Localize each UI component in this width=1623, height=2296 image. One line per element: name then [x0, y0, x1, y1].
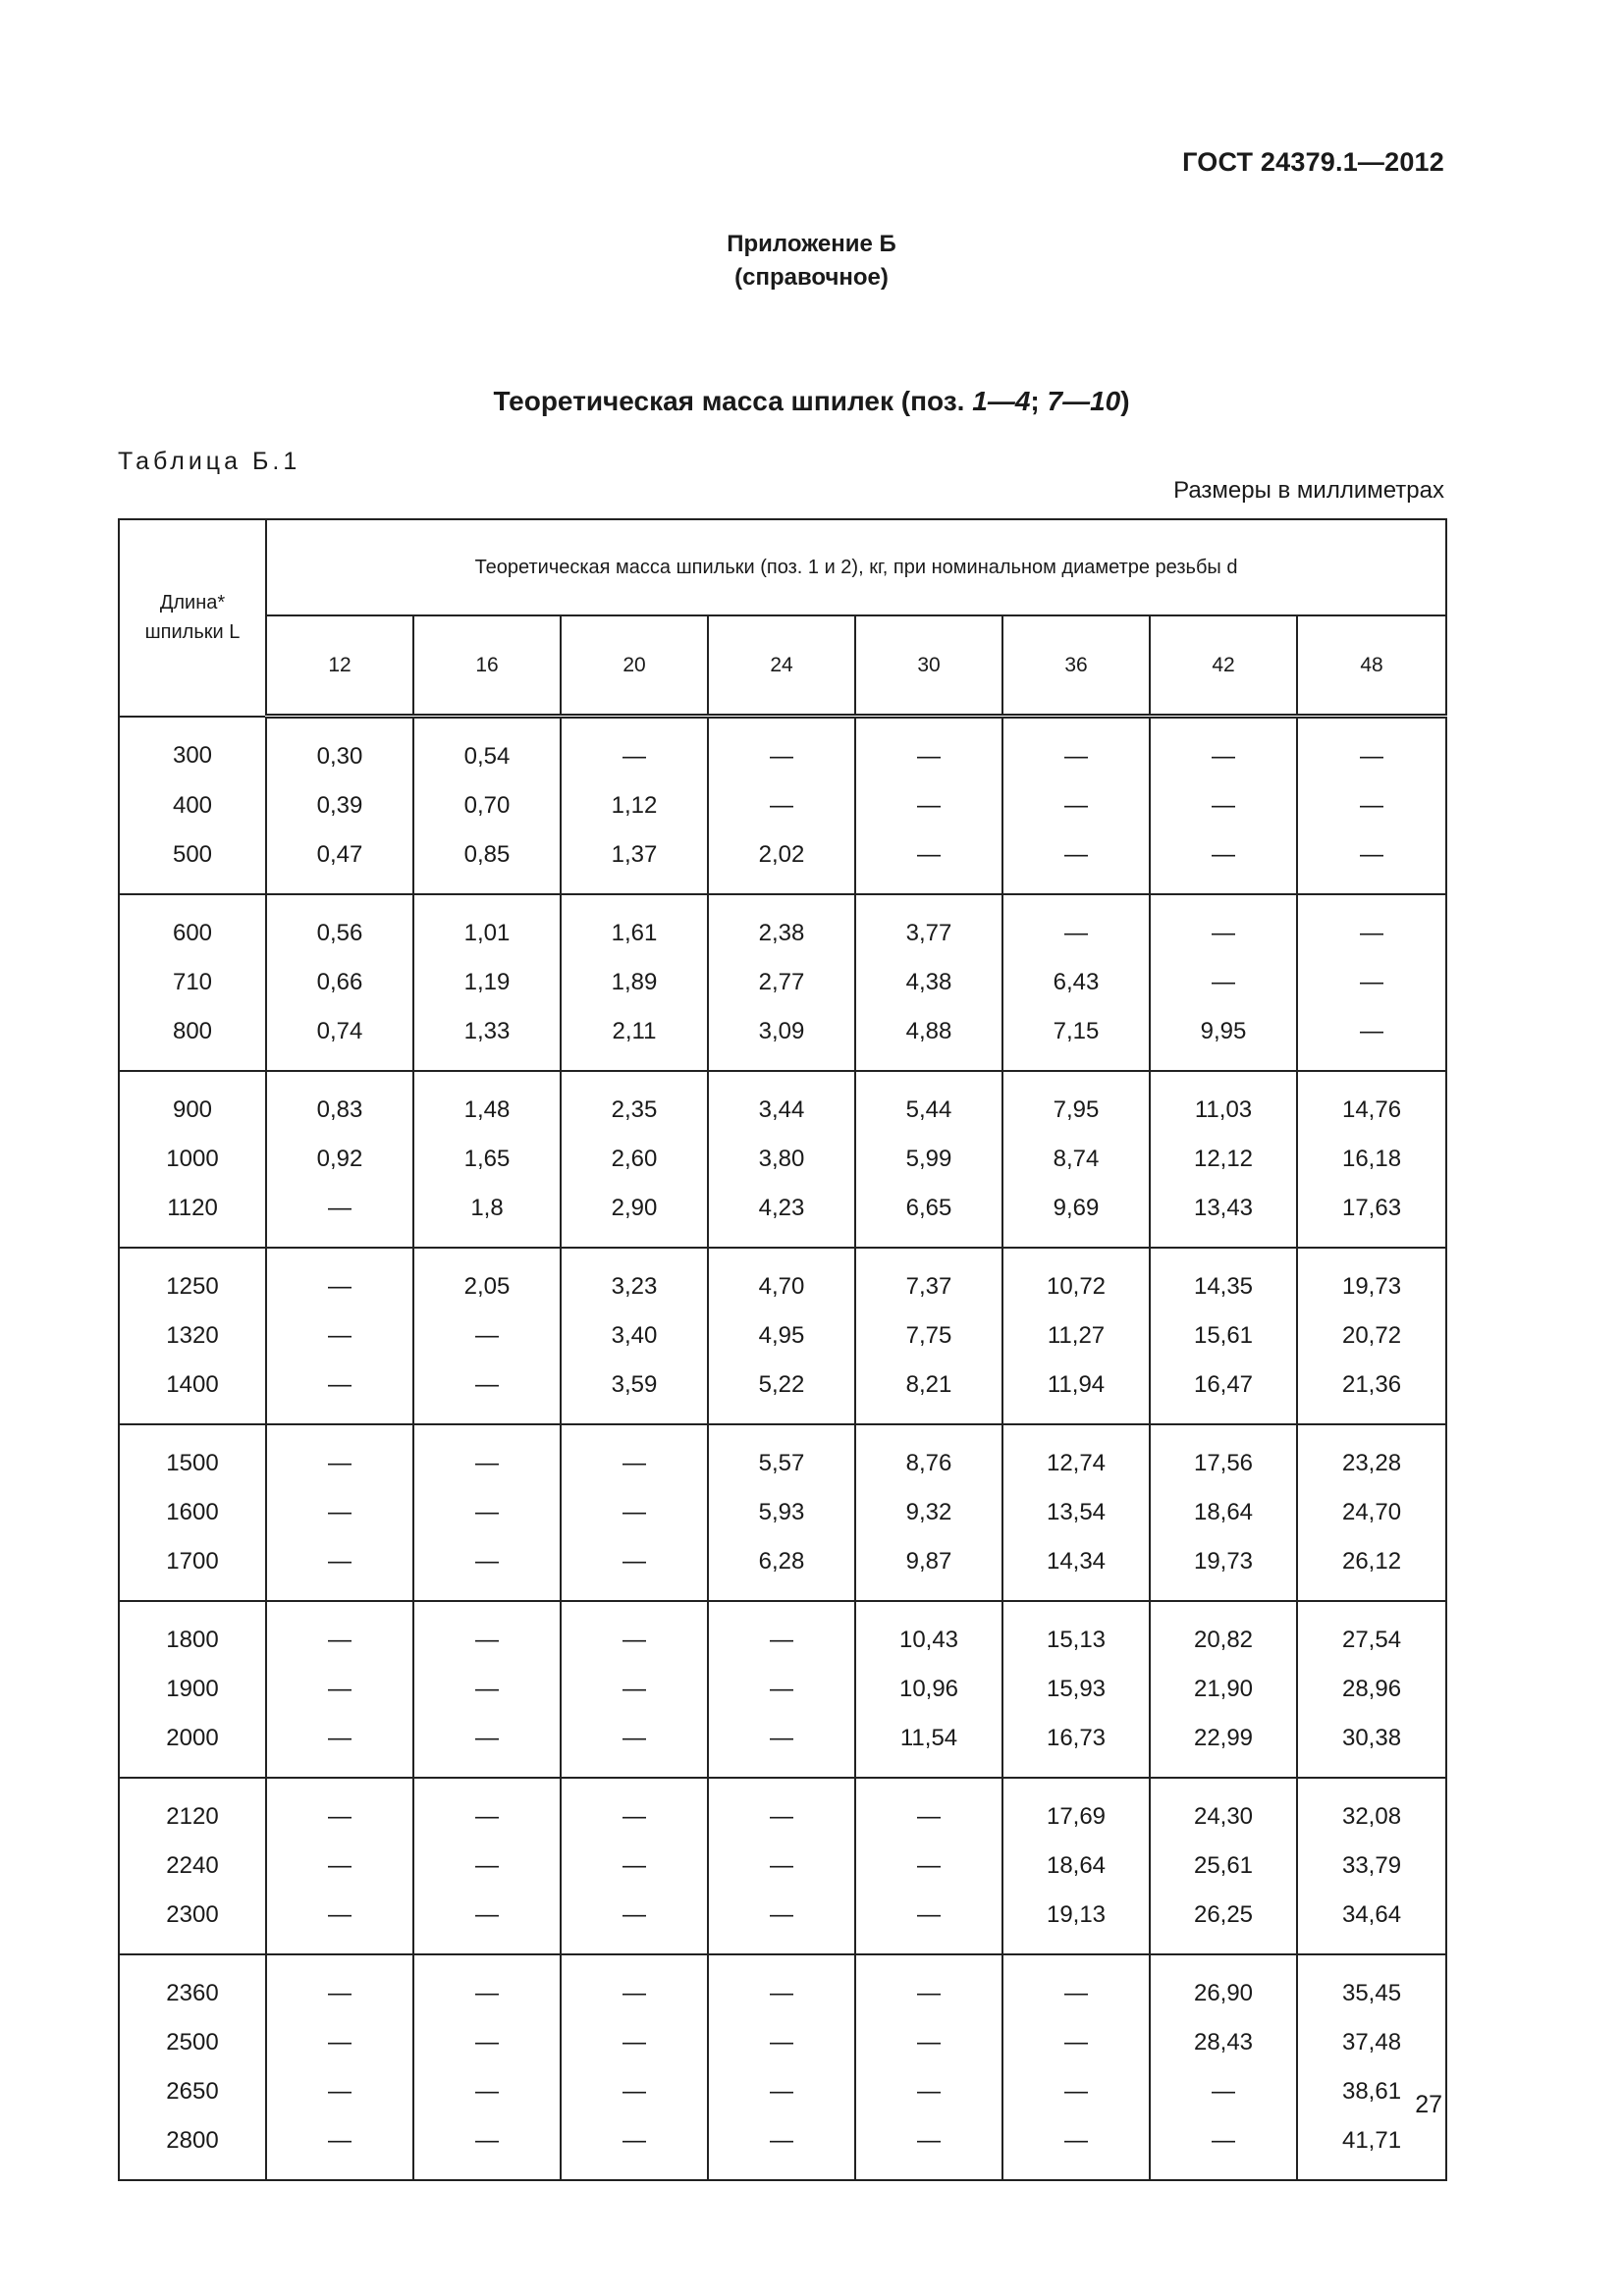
- mass-cell: 11,94: [1002, 1361, 1150, 1424]
- mass-cell: 8,76: [855, 1424, 1002, 1488]
- mass-cell: —: [708, 1842, 855, 1891]
- length-cell: 1800: [119, 1601, 266, 1665]
- mass-cell: 0,56: [266, 894, 413, 958]
- mass-cell: 9,69: [1002, 1184, 1150, 1248]
- mass-cell: —: [1002, 2116, 1150, 2180]
- mass-cell: —: [413, 2018, 561, 2067]
- mass-cell: 1,12: [561, 781, 708, 830]
- mass-cell: —: [413, 1665, 561, 1714]
- mass-cell: —: [1150, 2067, 1297, 2116]
- diameter-header-cell: 48: [1297, 615, 1446, 717]
- mass-cell: 3,77: [855, 894, 1002, 958]
- mass-cell: 7,75: [855, 1311, 1002, 1361]
- diameter-header-cell: 36: [1002, 615, 1150, 717]
- mass-cell: —: [413, 1424, 561, 1488]
- table-title-range2: 7—10: [1047, 386, 1121, 416]
- mass-cell: 1,89: [561, 958, 708, 1007]
- mass-cell: —: [266, 2116, 413, 2180]
- mass-cell: —: [266, 1601, 413, 1665]
- mass-cell: —: [561, 1424, 708, 1488]
- mass-cell: 27,54: [1297, 1601, 1446, 1665]
- mass-cell: —: [266, 1842, 413, 1891]
- mass-cell: —: [561, 1891, 708, 1954]
- length-cell: 2360: [119, 1954, 266, 2018]
- mass-cell: —: [561, 1842, 708, 1891]
- mass-cell: 18,64: [1002, 1842, 1150, 1891]
- mass-cell: 6,43: [1002, 958, 1150, 1007]
- mass-cell: 4,70: [708, 1248, 855, 1311]
- mass-cell: —: [561, 1601, 708, 1665]
- mass-cell: —: [413, 1954, 561, 2018]
- mass-cell: —: [413, 1488, 561, 1537]
- table-row: [119, 1665, 1446, 1714]
- mass-cell: 6,28: [708, 1537, 855, 1601]
- mass-cell: 19,73: [1297, 1248, 1446, 1311]
- mass-cell: —: [1150, 717, 1297, 782]
- table-title-prefix: Теоретическая масса шпилек (поз.: [493, 386, 973, 416]
- length-cell: 600: [119, 894, 266, 958]
- mass-cell: 28,43: [1150, 2018, 1297, 2067]
- mass-cell: —: [413, 1714, 561, 1778]
- table-title-suffix: ): [1120, 386, 1130, 416]
- mass-cell: —: [855, 830, 1002, 894]
- table-row: [119, 717, 1446, 782]
- mass-cell: 4,95: [708, 1311, 855, 1361]
- length-cell: 1320: [119, 1311, 266, 1361]
- mass-cell: —: [266, 1891, 413, 1954]
- mass-cell: 24,70: [1297, 1488, 1446, 1537]
- mass-cell: —: [1002, 894, 1150, 958]
- table-body: [119, 717, 1446, 2181]
- mass-cell: 9,95: [1150, 1007, 1297, 1071]
- table-row: [119, 1071, 1446, 1135]
- mass-cell: 26,25: [1150, 1891, 1297, 1954]
- length-cell: 400: [119, 781, 266, 830]
- table-row: [119, 1007, 1446, 1071]
- mass-cell: —: [708, 1778, 855, 1842]
- mass-cell: —: [413, 1361, 561, 1424]
- mass-cell: 2,11: [561, 1007, 708, 1071]
- mass-cell: 0,54: [413, 717, 561, 782]
- mass-cell: —: [561, 2116, 708, 2180]
- mass-cell: —: [266, 1954, 413, 2018]
- mass-cell: 3,09: [708, 1007, 855, 1071]
- length-cell: 900: [119, 1071, 266, 1135]
- mass-cell: —: [266, 1778, 413, 1842]
- mass-cell: 0,30: [266, 717, 413, 782]
- mass-cell: 2,60: [561, 1135, 708, 1184]
- table-row: [119, 781, 1446, 830]
- length-cell: 1250: [119, 1248, 266, 1311]
- mass-cell: 4,38: [855, 958, 1002, 1007]
- units-note: Размеры в миллиметрах: [1173, 477, 1444, 504]
- length-cell: 1700: [119, 1537, 266, 1601]
- mass-cell: 1,37: [561, 830, 708, 894]
- mass-cell: —: [561, 2018, 708, 2067]
- mass-cell: 26,90: [1150, 1954, 1297, 2018]
- mass-cell: 5,99: [855, 1135, 1002, 1184]
- mass-cell: —: [708, 2116, 855, 2180]
- mass-cell: 9,32: [855, 1488, 1002, 1537]
- mass-header: Теоретическая масса шпильки (поз. 1 и 2), кг, при номинальном диаметре резьбы d: [266, 519, 1446, 615]
- mass-cell: 24,30: [1150, 1778, 1297, 1842]
- mass-cell: 26,12: [1297, 1537, 1446, 1601]
- table-row: [119, 1311, 1446, 1361]
- mass-cell: —: [561, 1537, 708, 1601]
- mass-cell: —: [413, 1778, 561, 1842]
- diameter-header-cell: 20: [561, 615, 708, 717]
- mass-cell: 3,59: [561, 1361, 708, 1424]
- mass-cell: —: [1297, 1007, 1446, 1071]
- mass-cell: 38,61: [1297, 2067, 1446, 2116]
- mass-cell: —: [708, 1601, 855, 1665]
- mass-cell: —: [708, 1714, 855, 1778]
- diameter-header-cell: 12: [266, 615, 413, 717]
- mass-cell: 1,65: [413, 1135, 561, 1184]
- length-header-line1: Длина*: [159, 592, 226, 614]
- table-row: [119, 1184, 1446, 1248]
- mass-cell: 15,61: [1150, 1311, 1297, 1361]
- table-row: [119, 958, 1446, 1007]
- mass-cell: —: [708, 1954, 855, 2018]
- table-row: [119, 1424, 1446, 1488]
- table-title-range1: 1—4: [972, 386, 1031, 416]
- mass-cell: —: [413, 1311, 561, 1361]
- length-cell: 1500: [119, 1424, 266, 1488]
- mass-cell: —: [266, 2067, 413, 2116]
- length-cell: 1400: [119, 1361, 266, 1424]
- length-cell: 1000: [119, 1135, 266, 1184]
- length-header-line2: шпильки L: [144, 621, 241, 644]
- mass-cell: —: [1002, 2067, 1150, 2116]
- mass-cell: 18,64: [1150, 1488, 1297, 1537]
- table-row: [119, 2067, 1446, 2116]
- mass-cell: 33,79: [1297, 1842, 1446, 1891]
- mass-cell: 1,33: [413, 1007, 561, 1071]
- mass-cell: 8,21: [855, 1361, 1002, 1424]
- mass-cell: —: [266, 2018, 413, 2067]
- mass-cell: —: [855, 1891, 1002, 1954]
- mass-cell: 16,18: [1297, 1135, 1446, 1184]
- mass-cell: 9,87: [855, 1537, 1002, 1601]
- table-row: [119, 2018, 1446, 2067]
- table-row: [119, 1488, 1446, 1537]
- mass-cell: 17,56: [1150, 1424, 1297, 1488]
- mass-cell: —: [266, 1714, 413, 1778]
- mass-cell: —: [413, 1537, 561, 1601]
- annex-heading: [0, 228, 1623, 294]
- table-row: [119, 830, 1446, 894]
- mass-cell: 28,96: [1297, 1665, 1446, 1714]
- table-row: [119, 1135, 1446, 1184]
- diameter-header-cell: 42: [1150, 615, 1297, 717]
- mass-cell: 5,44: [855, 1071, 1002, 1135]
- mass-cell: —: [708, 717, 855, 782]
- mass-cell: 1,19: [413, 958, 561, 1007]
- table-row: [119, 1714, 1446, 1778]
- mass-cell: —: [1297, 958, 1446, 1007]
- mass-cell: —: [1002, 781, 1150, 830]
- mass-cell: 34,64: [1297, 1891, 1446, 1954]
- length-cell: 2000: [119, 1714, 266, 1778]
- mass-cell: 3,80: [708, 1135, 855, 1184]
- mass-cell: 11,54: [855, 1714, 1002, 1778]
- mass-cell: —: [413, 2067, 561, 2116]
- mass-cell: 0,66: [266, 958, 413, 1007]
- mass-cell: 7,15: [1002, 1007, 1150, 1071]
- mass-cell: 0,70: [413, 781, 561, 830]
- mass-cell: —: [561, 1665, 708, 1714]
- mass-cell: —: [1002, 717, 1150, 782]
- mass-cell: —: [561, 717, 708, 782]
- table-title-separator: ;: [1030, 386, 1048, 416]
- mass-cell: —: [708, 2018, 855, 2067]
- length-cell: 1900: [119, 1665, 266, 1714]
- mass-cell: —: [1297, 781, 1446, 830]
- mass-cell: 21,36: [1297, 1361, 1446, 1424]
- table-row: [119, 894, 1446, 958]
- mass-cell: 1,01: [413, 894, 561, 958]
- mass-cell: —: [561, 2067, 708, 2116]
- mass-cell: 2,35: [561, 1071, 708, 1135]
- mass-table: [118, 518, 1447, 2181]
- mass-cell: 8,74: [1002, 1135, 1150, 1184]
- length-cell: 300: [119, 717, 266, 782]
- mass-cell: 11,27: [1002, 1311, 1150, 1361]
- mass-cell: 19,73: [1150, 1537, 1297, 1601]
- mass-cell: —: [266, 1361, 413, 1424]
- table-row: [119, 1778, 1446, 1842]
- mass-cell: —: [855, 1778, 1002, 1842]
- mass-cell: —: [1297, 717, 1446, 782]
- mass-cell: 17,63: [1297, 1184, 1446, 1248]
- mass-cell: —: [1297, 830, 1446, 894]
- diameter-header-row: [119, 615, 1446, 717]
- table-row: [119, 2116, 1446, 2180]
- mass-cell: 0,74: [266, 1007, 413, 1071]
- length-cell: 1600: [119, 1488, 266, 1537]
- mass-cell: —: [413, 1842, 561, 1891]
- mass-cell: —: [855, 781, 1002, 830]
- mass-cell: 2,90: [561, 1184, 708, 1248]
- mass-cell: —: [266, 1248, 413, 1311]
- mass-cell: 4,23: [708, 1184, 855, 1248]
- mass-cell: 15,93: [1002, 1665, 1150, 1714]
- table-row: [119, 1954, 1446, 2018]
- table-label: Таблица Б.1: [118, 448, 301, 475]
- mass-cell: —: [1150, 830, 1297, 894]
- mass-cell: 2,38: [708, 894, 855, 958]
- length-cell: 2500: [119, 2018, 266, 2067]
- mass-cell: —: [855, 1954, 1002, 2018]
- mass-cell: —: [1150, 781, 1297, 830]
- mass-cell: 3,23: [561, 1248, 708, 1311]
- mass-cell: 1,8: [413, 1184, 561, 1248]
- mass-cell: —: [413, 2116, 561, 2180]
- mass-cell: 30,38: [1297, 1714, 1446, 1778]
- mass-cell: 13,54: [1002, 1488, 1150, 1537]
- mass-cell: —: [266, 1311, 413, 1361]
- mass-cell: 13,43: [1150, 1184, 1297, 1248]
- length-cell: 500: [119, 830, 266, 894]
- mass-cell: —: [855, 2018, 1002, 2067]
- mass-cell: —: [266, 1184, 413, 1248]
- mass-cell: —: [708, 1891, 855, 1954]
- mass-cell: 23,28: [1297, 1424, 1446, 1488]
- mass-cell: —: [708, 781, 855, 830]
- mass-cell: —: [855, 2116, 1002, 2180]
- table-row: [119, 1891, 1446, 1954]
- mass-cell: 0,39: [266, 781, 413, 830]
- mass-cell: —: [561, 1488, 708, 1537]
- mass-cell: 14,34: [1002, 1537, 1150, 1601]
- mass-cell: 7,95: [1002, 1071, 1150, 1135]
- mass-cell: 1,61: [561, 894, 708, 958]
- mass-cell: 35,45: [1297, 1954, 1446, 2018]
- mass-cell: 20,72: [1297, 1311, 1446, 1361]
- mass-cell: —: [1002, 2018, 1150, 2067]
- mass-cell: 11,03: [1150, 1071, 1297, 1135]
- mass-cell: 0,83: [266, 1071, 413, 1135]
- mass-cell: 19,13: [1002, 1891, 1150, 1954]
- mass-cell: —: [266, 1537, 413, 1601]
- mass-cell: 16,47: [1150, 1361, 1297, 1424]
- annex-title: Приложение Б: [727, 231, 896, 257]
- length-cell: 2650: [119, 2067, 266, 2116]
- diameter-header-cell: 16: [413, 615, 561, 717]
- page-number: 27: [1415, 2091, 1442, 2118]
- mass-cell: 4,88: [855, 1007, 1002, 1071]
- length-cell: 1120: [119, 1184, 266, 1248]
- length-cell: 800: [119, 1007, 266, 1071]
- mass-cell: —: [413, 1891, 561, 1954]
- mass-cell: —: [1002, 830, 1150, 894]
- mass-cell: 32,08: [1297, 1778, 1446, 1842]
- length-header: [119, 519, 266, 717]
- mass-cell: —: [708, 2067, 855, 2116]
- mass-cell: —: [1150, 958, 1297, 1007]
- table-title: [0, 386, 1623, 417]
- mass-cell: —: [708, 1665, 855, 1714]
- length-cell: 710: [119, 958, 266, 1007]
- mass-cell: —: [855, 717, 1002, 782]
- mass-cell: 15,13: [1002, 1601, 1150, 1665]
- mass-cell: 16,73: [1002, 1714, 1150, 1778]
- mass-cell: 12,12: [1150, 1135, 1297, 1184]
- mass-cell: —: [1002, 1954, 1150, 2018]
- mass-cell: 6,65: [855, 1184, 1002, 1248]
- mass-cell: 5,93: [708, 1488, 855, 1537]
- table-row: [119, 1248, 1446, 1311]
- mass-cell: 10,96: [855, 1665, 1002, 1714]
- length-cell: 2120: [119, 1778, 266, 1842]
- mass-cell: 2,05: [413, 1248, 561, 1311]
- mass-cell: 10,72: [1002, 1248, 1150, 1311]
- mass-cell: 7,37: [855, 1248, 1002, 1311]
- mass-cell: —: [855, 1842, 1002, 1891]
- annex-note: (справочное): [734, 264, 889, 291]
- mass-cell: —: [266, 1665, 413, 1714]
- mass-cell: 3,40: [561, 1311, 708, 1361]
- table-row: [119, 1842, 1446, 1891]
- mass-cell: —: [413, 1601, 561, 1665]
- mass-cell: 25,61: [1150, 1842, 1297, 1891]
- diameter-header-cell: 24: [708, 615, 855, 717]
- mass-cell: 0,92: [266, 1135, 413, 1184]
- mass-cell: 3,44: [708, 1071, 855, 1135]
- mass-cell: —: [561, 1778, 708, 1842]
- mass-cell: 20,82: [1150, 1601, 1297, 1665]
- standard-code: ГОСТ 24379.1—2012: [1182, 147, 1444, 177]
- table-row: [119, 1537, 1446, 1601]
- mass-cell: —: [855, 2067, 1002, 2116]
- diameter-header-cell: 30: [855, 615, 1002, 717]
- mass-cell: 21,90: [1150, 1665, 1297, 1714]
- length-cell: 2300: [119, 1891, 266, 1954]
- mass-cell: 2,02: [708, 830, 855, 894]
- mass-cell: —: [561, 1954, 708, 2018]
- mass-cell: —: [1150, 2116, 1297, 2180]
- mass-cell: 5,22: [708, 1361, 855, 1424]
- mass-cell: 12,74: [1002, 1424, 1150, 1488]
- mass-cell: 22,99: [1150, 1714, 1297, 1778]
- mass-cell: 2,77: [708, 958, 855, 1007]
- mass-cell: —: [561, 1714, 708, 1778]
- mass-cell: 17,69: [1002, 1778, 1150, 1842]
- length-cell: 2800: [119, 2116, 266, 2180]
- mass-cell: 0,47: [266, 830, 413, 894]
- mass-cell: 0,85: [413, 830, 561, 894]
- mass-cell: 10,43: [855, 1601, 1002, 1665]
- mass-cell: 5,57: [708, 1424, 855, 1488]
- mass-cell: —: [1150, 894, 1297, 958]
- length-cell: 2240: [119, 1842, 266, 1891]
- table-row: [119, 1601, 1446, 1665]
- mass-cell: 41,71: [1297, 2116, 1446, 2180]
- mass-cell: —: [1297, 894, 1446, 958]
- mass-cell: 14,76: [1297, 1071, 1446, 1135]
- mass-cell: —: [266, 1488, 413, 1537]
- table-row: [119, 1361, 1446, 1424]
- mass-cell: —: [266, 1424, 413, 1488]
- mass-cell: 1,48: [413, 1071, 561, 1135]
- mass-cell: 14,35: [1150, 1248, 1297, 1311]
- mass-cell: 37,48: [1297, 2018, 1446, 2067]
